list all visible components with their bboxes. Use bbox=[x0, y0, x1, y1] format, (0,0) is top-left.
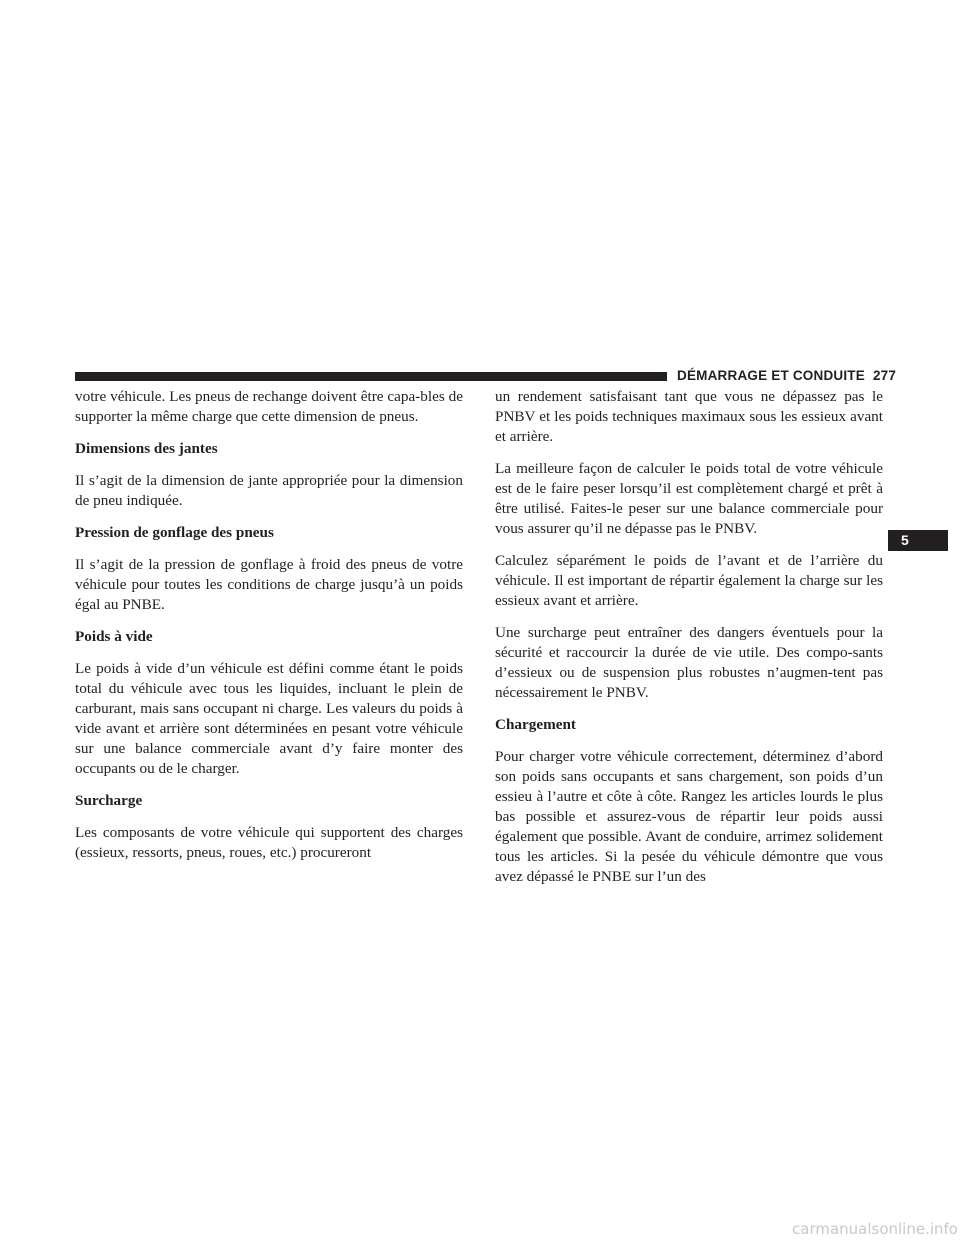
heading-pression-gonflage: Pression de gonflage des pneus bbox=[75, 524, 274, 541]
paragraph: Une surcharge peut entraîner des dangers éventuels pour la sécurité et raccourcir la durée de vie utile. Des compo-sants d’essieux ou de suspension plus robustes n’augmen-tent pas nécessairement le PNBV. bbox=[495, 624, 883, 701]
paragraph: Il s’agit de la pression de gonflage à froid des pneus de votre véhicule pour toutes les conditions de charge jusqu’à un poids égal au PNBE. bbox=[75, 556, 463, 613]
heading-dimensions-jantes: Dimensions des jantes bbox=[75, 440, 218, 457]
paragraph: Les composants de votre véhicule qui supportent des charges (essieux, ressorts, pneus, roues, etc.) procureront bbox=[75, 824, 463, 861]
section-title: DÉMARRAGE ET CONDUITE bbox=[677, 368, 865, 383]
page-number: 277 bbox=[872, 368, 897, 383]
paragraph: votre véhicule. Les pneus de rechange doivent être capa-bles de supporter la même charge que cette dimension de pneus. bbox=[75, 388, 463, 425]
paragraph: Le poids à vide d’un véhicule est défini comme étant le poids total du véhicule avec tous les liquides, incluant le plein de carburant, mais sans occupant ni charge. Les valeurs du poids à vide avant et arrière sont déterminées en pesant votre véhicule sur une balance commerciale avant d’y faire monter des occupants ou de le charger. bbox=[75, 660, 463, 777]
heading-poids-a-vide: Poids à vide bbox=[75, 628, 153, 645]
right-column bbox=[495, 387, 883, 899]
chapter-tab: 5 bbox=[888, 530, 948, 551]
paragraph: Calculez séparément le poids de l’avant et de l’arrière du véhicule. Il est important de répartir également la charge sur les essieux avant et arrière. bbox=[495, 552, 883, 609]
header-rule bbox=[75, 372, 667, 381]
paragraph: Il s’agit de la dimension de jante appropriée pour la dimension de pneu indiquée. bbox=[75, 472, 463, 509]
heading-chargement: Chargement bbox=[495, 716, 576, 733]
running-header bbox=[677, 366, 897, 386]
paragraph: Pour charger votre véhicule correctement, déterminez d’abord son poids sans occupants et sans chargement, son poids d’un essieu à l’autre et côte à côte. Rangez les articles lourds le plus bas possible et assurez-vous de répartir leur poids aussi également que possible. Avant de conduire, arrimez solidement tous les articles. Si la pesée du véhicule démontre que vous avez dépassé le PNBE sur l’un des bbox=[495, 748, 883, 885]
paragraph: La meilleure façon de calculer le poids total de votre véhicule est de le faire peser lorsqu’il est complètement chargé et prêt à être utilisé. Faites-le peser sur une balance commerciale pour vous assurer qu’il ne dépasse pas le PNBV. bbox=[495, 460, 883, 537]
left-column bbox=[75, 387, 463, 875]
paragraph: un rendement satisfaisant tant que vous ne dépassez pas le PNBV et les poids techniques maximaux sous les essieux avant et arrière. bbox=[495, 388, 883, 445]
watermark: carmanualsonline.info bbox=[792, 1220, 958, 1238]
heading-surcharge: Surcharge bbox=[75, 792, 143, 809]
